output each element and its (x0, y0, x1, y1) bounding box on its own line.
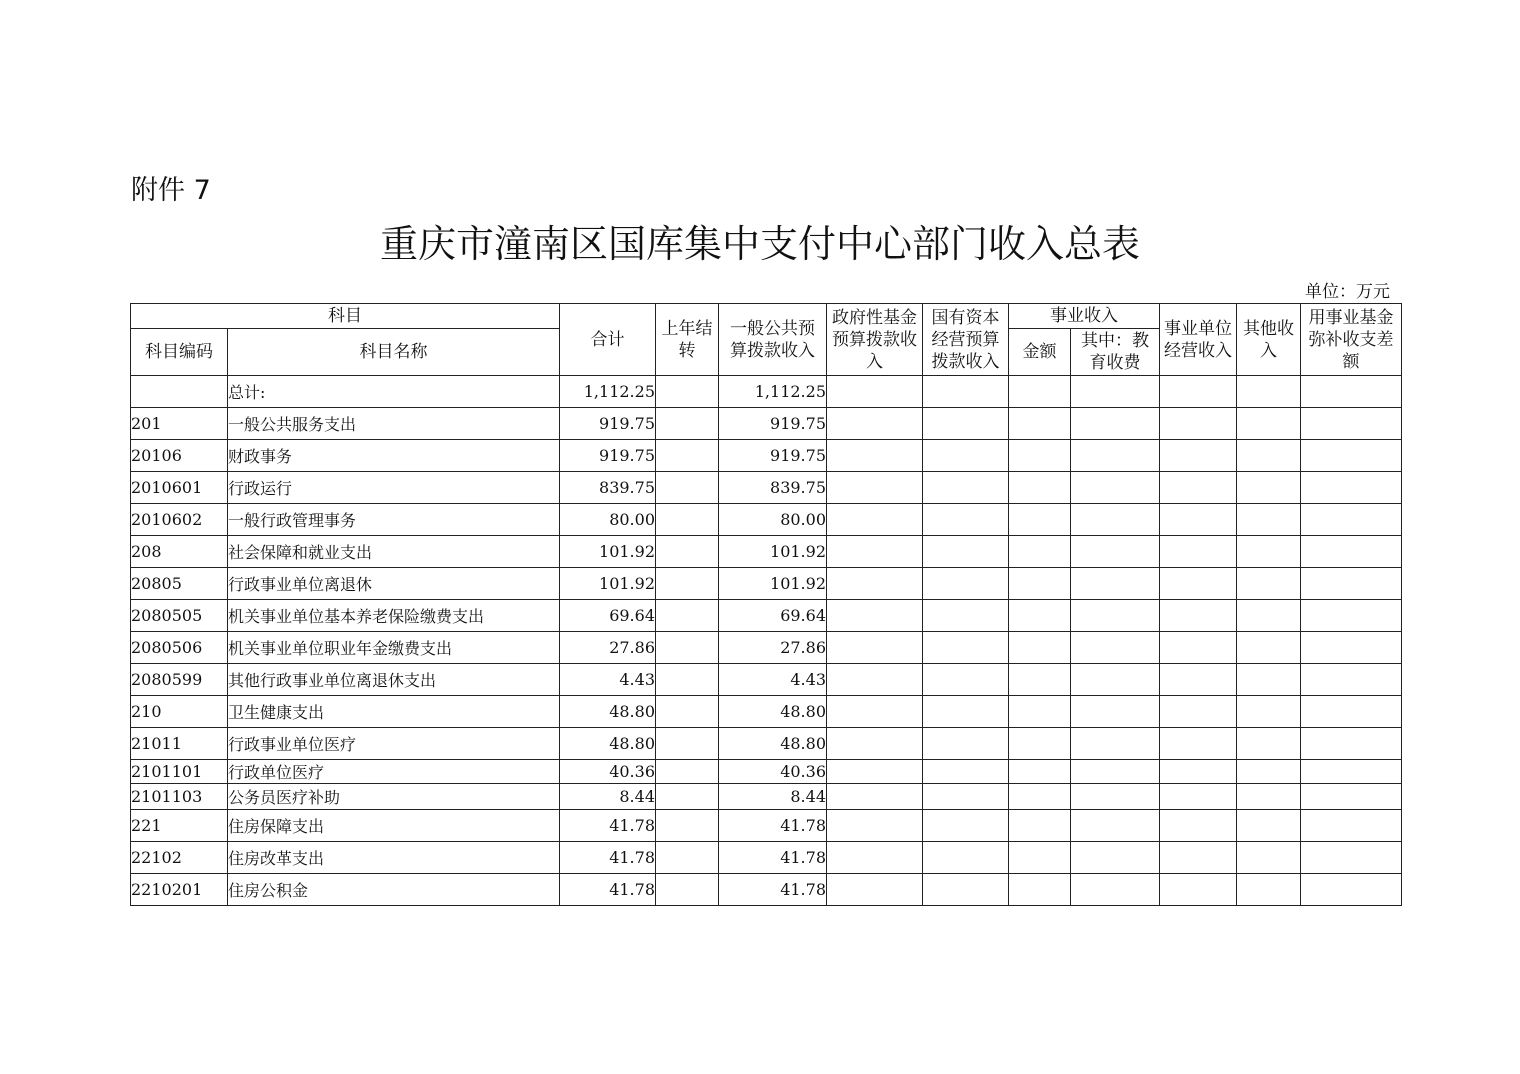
cell-subject-code: 2010601 (131, 472, 228, 504)
cell-unit-operating-income (1160, 760, 1237, 784)
cell-education-fees (1071, 440, 1160, 472)
cell-unit-operating-income (1160, 632, 1237, 664)
cell-state-capital-budget (923, 728, 1009, 760)
cell-gov-fund-budget (827, 536, 923, 568)
cell-fund-compensation (1301, 568, 1402, 600)
cell-other-income (1237, 568, 1301, 600)
cell-gov-fund-budget (827, 504, 923, 536)
cell-last-year-carryover (656, 472, 719, 504)
cell-last-year-carryover (656, 504, 719, 536)
cell-fund-compensation (1301, 600, 1402, 632)
cell-education-fees (1071, 696, 1160, 728)
cell-subject-name: 行政单位医疗 (228, 760, 560, 784)
cell-total: 839.75 (560, 472, 656, 504)
cell-state-capital-budget (923, 810, 1009, 842)
cell-other-income (1237, 810, 1301, 842)
cell-general-public-budget: 101.92 (719, 536, 827, 568)
cell-general-public-budget: 919.75 (719, 440, 827, 472)
cell-general-public-budget: 48.80 (719, 696, 827, 728)
attachment-label: 附件 7 (131, 175, 211, 206)
cell-last-year-carryover (656, 664, 719, 696)
cell-total: 41.78 (560, 842, 656, 874)
cell-total: 8.44 (560, 784, 656, 810)
header-amount: 金额 (1009, 329, 1071, 376)
cell-other-income (1237, 472, 1301, 504)
cell-fund-compensation (1301, 440, 1402, 472)
cell-subject-code: 221 (131, 810, 228, 842)
cell-total: 48.80 (560, 696, 656, 728)
cell-state-capital-budget (923, 440, 1009, 472)
header-subject-name: 科目名称 (228, 329, 560, 376)
cell-gov-fund-budget (827, 810, 923, 842)
cell-subject-name: 住房改革支出 (228, 842, 560, 874)
cell-gov-fund-budget (827, 696, 923, 728)
cell-subject-code: 2080599 (131, 664, 228, 696)
cell-last-year-carryover (656, 696, 719, 728)
cell-subject-name: 住房保障支出 (228, 810, 560, 842)
cell-education-fees (1071, 408, 1160, 440)
cell-gov-fund-budget (827, 632, 923, 664)
cell-general-public-budget: 41.78 (719, 874, 827, 906)
cell-subject-code: 20805 (131, 568, 228, 600)
cell-unit-operating-income (1160, 696, 1237, 728)
cell-last-year-carryover (656, 760, 719, 784)
cell-other-income (1237, 874, 1301, 906)
cell-education-fees (1071, 600, 1160, 632)
cell-education-fees (1071, 632, 1160, 664)
cell-other-income (1237, 784, 1301, 810)
cell-education-fees (1071, 874, 1160, 906)
cell-education-fees (1071, 376, 1160, 408)
cell-total: 41.78 (560, 874, 656, 906)
cell-general-public-budget: 27.86 (719, 632, 827, 664)
cell-total: 919.75 (560, 440, 656, 472)
table-row (131, 842, 1402, 874)
cell-subject-name: 行政运行 (228, 472, 560, 504)
table-row (131, 536, 1402, 568)
cell-total: 80.00 (560, 504, 656, 536)
page-title: 重庆市潼南区国库集中支付中心部门收入总表 (379, 222, 1140, 266)
cell-education-fees (1071, 842, 1160, 874)
cell-gov-fund-budget (827, 408, 923, 440)
cell-education-fees (1071, 536, 1160, 568)
cell-subject-code: 210 (131, 696, 228, 728)
cell-last-year-carryover (656, 784, 719, 810)
cell-business-amount (1009, 874, 1071, 906)
cell-general-public-budget: 101.92 (719, 568, 827, 600)
cell-unit-operating-income (1160, 472, 1237, 504)
cell-subject-name: 行政事业单位离退休 (228, 568, 560, 600)
cell-gov-fund-budget (827, 568, 923, 600)
cell-business-amount (1009, 440, 1071, 472)
cell-subject-name: 机关事业单位职业年金缴费支出 (228, 632, 560, 664)
header-total: 合计 (560, 304, 656, 376)
cell-other-income (1237, 842, 1301, 874)
cell-unit-operating-income (1160, 728, 1237, 760)
header-business-income: 事业收入 (1009, 304, 1160, 329)
cell-last-year-carryover (656, 568, 719, 600)
cell-total: 41.78 (560, 810, 656, 842)
cell-gov-fund-budget (827, 760, 923, 784)
header-other-income: 其他收入 (1237, 304, 1301, 376)
cell-total: 40.36 (560, 760, 656, 784)
cell-other-income (1237, 696, 1301, 728)
cell-subject-code: 201 (131, 408, 228, 440)
cell-total: 4.43 (560, 664, 656, 696)
cell-subject-name: 其他行政事业单位离退休支出 (228, 664, 560, 696)
header-unit-operating-income: 事业单位经营收入 (1160, 304, 1237, 376)
income-summary-table (130, 303, 1402, 906)
cell-last-year-carryover (656, 632, 719, 664)
cell-gov-fund-budget (827, 728, 923, 760)
cell-fund-compensation (1301, 376, 1402, 408)
cell-subject-code: 21011 (131, 728, 228, 760)
cell-state-capital-budget (923, 760, 1009, 784)
cell-subject-name: 机关事业单位基本养老保险缴费支出 (228, 600, 560, 632)
cell-subject-code: 22102 (131, 842, 228, 874)
cell-gov-fund-budget (827, 784, 923, 810)
cell-business-amount (1009, 600, 1071, 632)
cell-state-capital-budget (923, 536, 1009, 568)
cell-gov-fund-budget (827, 472, 923, 504)
cell-subject-code: 2210201 (131, 874, 228, 906)
cell-subject-code: 2101103 (131, 784, 228, 810)
cell-other-income (1237, 600, 1301, 632)
table-row (131, 440, 1402, 472)
cell-last-year-carryover (656, 810, 719, 842)
cell-education-fees (1071, 784, 1160, 810)
cell-business-amount (1009, 728, 1071, 760)
cell-last-year-carryover (656, 376, 719, 408)
header-gov-fund-budget: 政府性基金预算拨款收入 (827, 304, 923, 376)
header-of-which-education: 其中：教育收费 (1071, 329, 1160, 376)
table-row (131, 784, 1402, 810)
cell-other-income (1237, 376, 1301, 408)
cell-general-public-budget: 1,112.25 (719, 376, 827, 408)
cell-state-capital-budget (923, 842, 1009, 874)
cell-total: 1,112.25 (560, 376, 656, 408)
cell-business-amount (1009, 810, 1071, 842)
cell-education-fees (1071, 728, 1160, 760)
cell-subject-name: 社会保障和就业支出 (228, 536, 560, 568)
cell-subject-code: 2010602 (131, 504, 228, 536)
cell-general-public-budget: 80.00 (719, 504, 827, 536)
cell-education-fees (1071, 568, 1160, 600)
cell-general-public-budget: 41.78 (719, 842, 827, 874)
cell-state-capital-budget (923, 472, 1009, 504)
table-row (131, 810, 1402, 842)
cell-general-public-budget: 48.80 (719, 728, 827, 760)
cell-business-amount (1009, 664, 1071, 696)
table-body (131, 376, 1402, 906)
cell-gov-fund-budget (827, 874, 923, 906)
cell-business-amount (1009, 472, 1071, 504)
cell-education-fees (1071, 760, 1160, 784)
cell-unit-operating-income (1160, 376, 1237, 408)
cell-business-amount (1009, 536, 1071, 568)
table-row (131, 874, 1402, 906)
cell-fund-compensation (1301, 842, 1402, 874)
cell-fund-compensation (1301, 810, 1402, 842)
cell-subject-name: 一般行政管理事务 (228, 504, 560, 536)
table-row (131, 472, 1402, 504)
cell-education-fees (1071, 504, 1160, 536)
cell-subject-name: 公务员医疗补助 (228, 784, 560, 810)
table-row (131, 760, 1402, 784)
table-row (131, 632, 1402, 664)
cell-other-income (1237, 408, 1301, 440)
header-fund-compensation: 用事业基金弥补收支差额 (1301, 304, 1402, 376)
cell-business-amount (1009, 408, 1071, 440)
unit-label: 单位：万元 (1305, 282, 1390, 302)
header-last-year-carryover: 上年结转 (656, 304, 719, 376)
cell-total: 48.80 (560, 728, 656, 760)
cell-subject-code (131, 376, 228, 408)
cell-general-public-budget: 40.36 (719, 760, 827, 784)
cell-unit-operating-income (1160, 600, 1237, 632)
cell-education-fees (1071, 472, 1160, 504)
cell-business-amount (1009, 504, 1071, 536)
cell-state-capital-budget (923, 568, 1009, 600)
cell-state-capital-budget (923, 376, 1009, 408)
cell-other-income (1237, 504, 1301, 536)
cell-business-amount (1009, 568, 1071, 600)
cell-state-capital-budget (923, 696, 1009, 728)
table-row (131, 696, 1402, 728)
cell-subject-name: 财政事务 (228, 440, 560, 472)
cell-subject-name: 行政事业单位医疗 (228, 728, 560, 760)
cell-general-public-budget: 69.64 (719, 600, 827, 632)
cell-fund-compensation (1301, 664, 1402, 696)
cell-business-amount (1009, 632, 1071, 664)
cell-fund-compensation (1301, 760, 1402, 784)
cell-general-public-budget: 41.78 (719, 810, 827, 842)
cell-unit-operating-income (1160, 664, 1237, 696)
cell-other-income (1237, 664, 1301, 696)
cell-general-public-budget: 4.43 (719, 664, 827, 696)
cell-subject-name: 卫生健康支出 (228, 696, 560, 728)
table-row (131, 600, 1402, 632)
header-general-public-budget: 一般公共预算拨款收入 (719, 304, 827, 376)
cell-last-year-carryover (656, 408, 719, 440)
cell-subject-name: 住房公积金 (228, 874, 560, 906)
cell-fund-compensation (1301, 408, 1402, 440)
cell-business-amount (1009, 842, 1071, 874)
cell-subject-code: 20106 (131, 440, 228, 472)
cell-fund-compensation (1301, 504, 1402, 536)
cell-last-year-carryover (656, 874, 719, 906)
cell-total: 101.92 (560, 536, 656, 568)
cell-last-year-carryover (656, 842, 719, 874)
cell-other-income (1237, 440, 1301, 472)
cell-fund-compensation (1301, 784, 1402, 810)
cell-unit-operating-income (1160, 784, 1237, 810)
cell-total: 919.75 (560, 408, 656, 440)
cell-state-capital-budget (923, 504, 1009, 536)
cell-gov-fund-budget (827, 600, 923, 632)
cell-total: 101.92 (560, 568, 656, 600)
cell-other-income (1237, 728, 1301, 760)
cell-unit-operating-income (1160, 504, 1237, 536)
cell-general-public-budget: 919.75 (719, 408, 827, 440)
cell-business-amount (1009, 784, 1071, 810)
cell-unit-operating-income (1160, 874, 1237, 906)
table-row (131, 408, 1402, 440)
cell-fund-compensation (1301, 536, 1402, 568)
cell-other-income (1237, 760, 1301, 784)
cell-last-year-carryover (656, 600, 719, 632)
cell-unit-operating-income (1160, 440, 1237, 472)
table-row (131, 568, 1402, 600)
cell-subject-code: 2080506 (131, 632, 228, 664)
cell-subject-code: 2101101 (131, 760, 228, 784)
table-row (131, 504, 1402, 536)
cell-fund-compensation (1301, 632, 1402, 664)
table-row (131, 376, 1402, 408)
cell-subject-name: 总计: (228, 376, 560, 408)
cell-other-income (1237, 536, 1301, 568)
cell-fund-compensation (1301, 874, 1402, 906)
cell-state-capital-budget (923, 408, 1009, 440)
cell-general-public-budget: 839.75 (719, 472, 827, 504)
cell-last-year-carryover (656, 440, 719, 472)
cell-total: 69.64 (560, 600, 656, 632)
cell-gov-fund-budget (827, 376, 923, 408)
cell-unit-operating-income (1160, 810, 1237, 842)
cell-other-income (1237, 632, 1301, 664)
cell-unit-operating-income (1160, 842, 1237, 874)
cell-state-capital-budget (923, 600, 1009, 632)
cell-subject-code: 208 (131, 536, 228, 568)
header-state-capital-budget: 国有资本经营预算拨款收入 (923, 304, 1009, 376)
cell-business-amount (1009, 376, 1071, 408)
cell-state-capital-budget (923, 784, 1009, 810)
cell-subject-name: 一般公共服务支出 (228, 408, 560, 440)
cell-education-fees (1071, 664, 1160, 696)
cell-state-capital-budget (923, 664, 1009, 696)
table-row (131, 664, 1402, 696)
cell-unit-operating-income (1160, 536, 1237, 568)
cell-last-year-carryover (656, 728, 719, 760)
cell-gov-fund-budget (827, 842, 923, 874)
cell-fund-compensation (1301, 696, 1402, 728)
cell-state-capital-budget (923, 874, 1009, 906)
cell-gov-fund-budget (827, 440, 923, 472)
cell-fund-compensation (1301, 728, 1402, 760)
cell-subject-code: 2080505 (131, 600, 228, 632)
header-subject: 科目 (131, 304, 560, 329)
cell-education-fees (1071, 810, 1160, 842)
cell-last-year-carryover (656, 536, 719, 568)
cell-fund-compensation (1301, 472, 1402, 504)
cell-general-public-budget: 8.44 (719, 784, 827, 810)
cell-unit-operating-income (1160, 568, 1237, 600)
cell-unit-operating-income (1160, 408, 1237, 440)
cell-state-capital-budget (923, 632, 1009, 664)
table-row (131, 728, 1402, 760)
cell-business-amount (1009, 696, 1071, 728)
cell-gov-fund-budget (827, 664, 923, 696)
header-subject-code: 科目编码 (131, 329, 228, 376)
cell-total: 27.86 (560, 632, 656, 664)
cell-business-amount (1009, 760, 1071, 784)
